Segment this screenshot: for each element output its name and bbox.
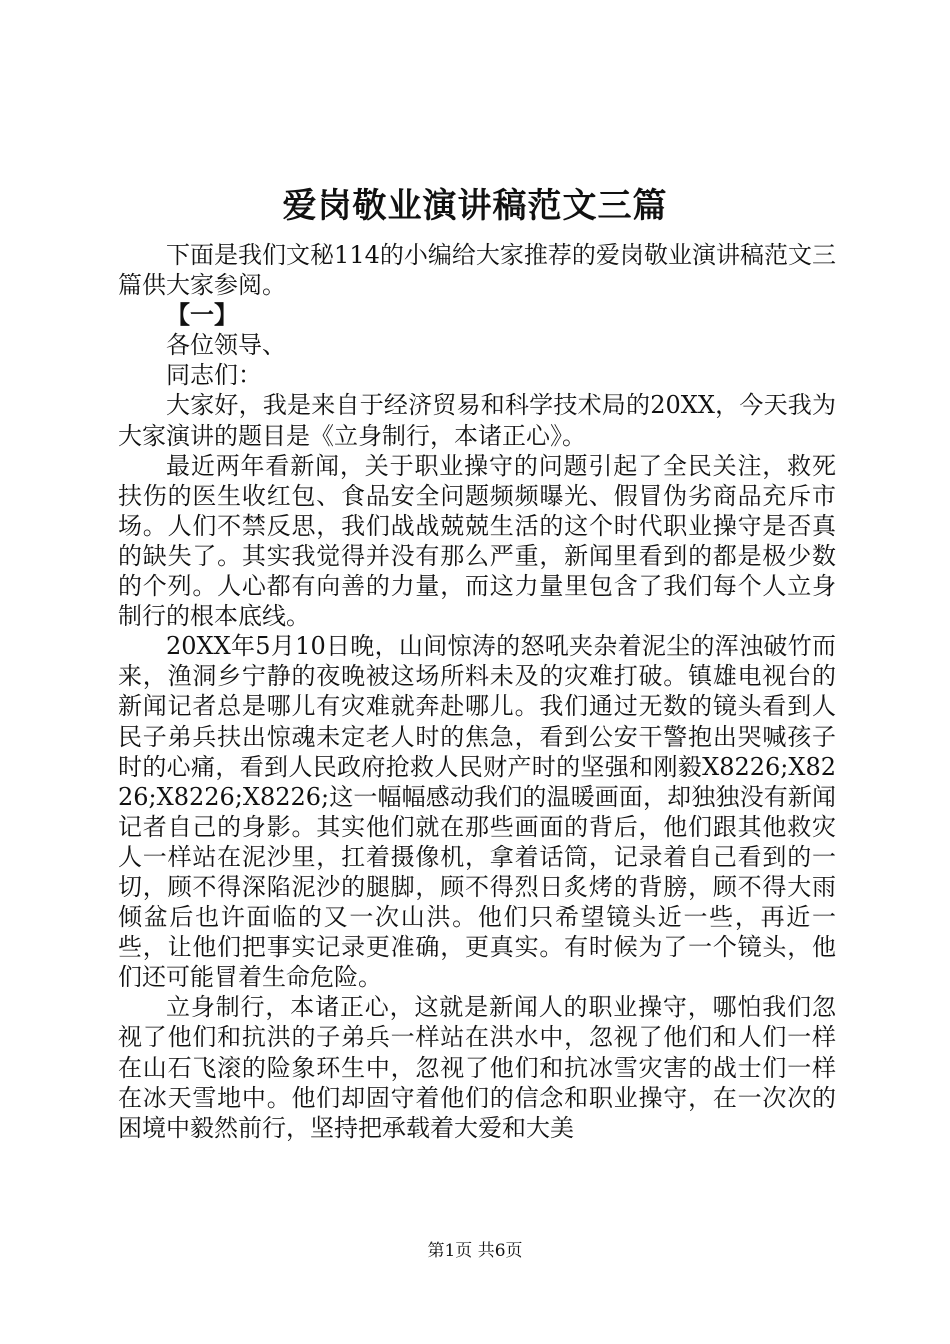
section-heading: 【一】 [166, 300, 238, 330]
salutation-line: 同志们： [166, 361, 262, 390]
body-paragraph: 大家好，我是来自于经济贸易和科学技术局的20XX，今天我为大家演讲的题目是《立身制行，本诸正心》。 [118, 391, 836, 450]
document-body [118, 240, 836, 1143]
body-paragraph: 立身制行，本诸正心，这就是新闻人的职业操守，哪怕我们忽视了他们和抗洪的子弟兵一样站在洪水中，忽视了他们和人们一样在山石飞滚的险象环生中，忽视了他们和抗冰雪灾害的战士们一样在冰天雪地中。他们却固守着他们的信念和职业操守，在一次次的困境中毅然前行，坚持把承载着大爱和大美 [118, 993, 836, 1142]
body-paragraph: 20XX年5月10日晚，山间惊涛的怒吼夹杂着泥尘的浑浊破竹而来，渔洞乡宁静的夜晚被这场所料未及的灾难打破。镇雄电视台的新闻记者总是哪儿有灾难就奔赴哪儿。我们通过无数的镜头看到人民子弟兵扶出惊魂未定老人时的焦急，看到公安干警抱出哭喊孩子时的心痛，看到人民政府抢救人民财产时的坚强和刚毅X8226;X8226;X8226;X8226;这一幅幅感动我们的温暖画面，却独独没有新闻记者自己的身影。其实他们就在那些画面的背后，他们跟其他救灾人一样站在泥沙里，扛着摄像机，拿着话筒，记录着自己看到的一切，顾不得深陷泥沙的腿脚，顾不得烈日炙烤的背膀，顾不得大雨倾盆后也许面临的又一次山洪。他们只希望镜头近一些，再近一些，让他们把事实记录更准确，更真实。有时候为了一个镜头，他们还可能冒着生命危险。 [118, 632, 836, 992]
page-footer: 第1页 共6页 [427, 1241, 523, 1261]
salutation-line: 各位领导、 [166, 331, 286, 360]
body-paragraph: 最近两年看新闻，关于职业操守的问题引起了全民关注，救死扶伤的医生收红包、食品安全问题频频曝光、假冒伪劣商品充斥市场。人们不禁反思，我们战战兢兢生活的这个时代职业操守是否真的缺失了。其实我觉得并没有那么严重，新闻里看到的都是极少数的个列。人心都有向善的力量，而这力量里包含了我们每个人立身制行的根本底线。 [118, 451, 836, 631]
document-title: 爱岗敬业演讲稿范文三篇 [282, 186, 668, 226]
intro-paragraph: 下面是我们文秘114的小编给大家推荐的爱岗敬业演讲稿范文三篇供大家参阅。 [118, 241, 836, 300]
